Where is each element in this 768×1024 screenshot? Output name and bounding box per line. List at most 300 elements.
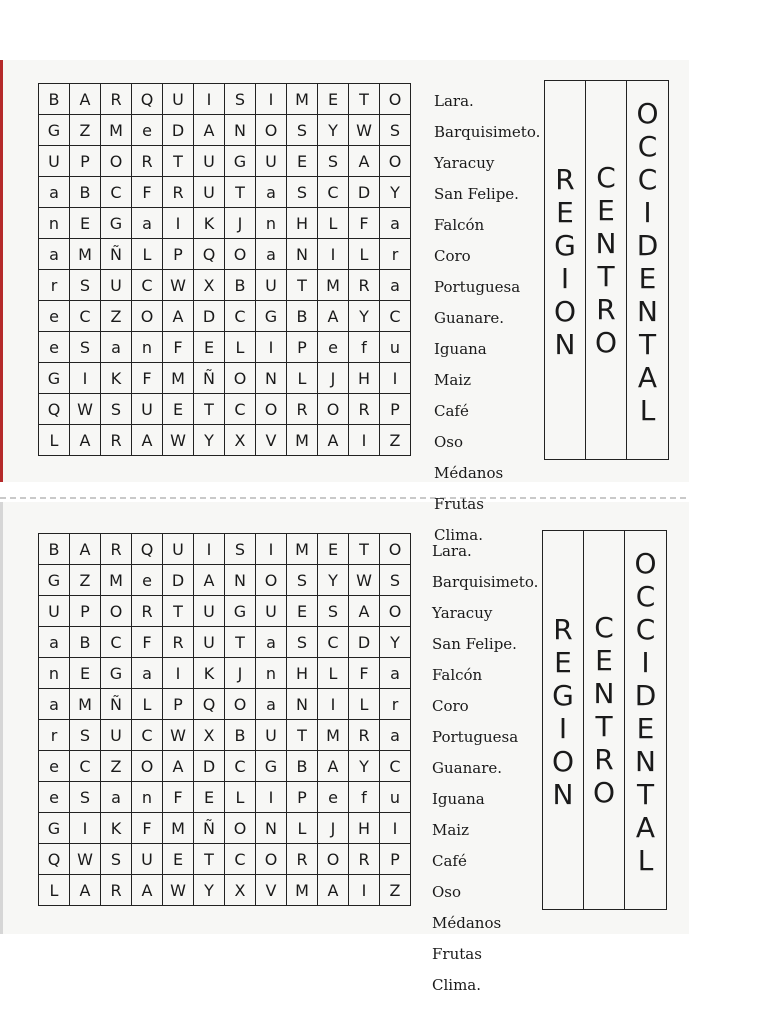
grid-cell: r [380, 689, 411, 720]
grid-cell: M [163, 363, 194, 394]
grid-cell: S [287, 177, 318, 208]
title-letter: O [551, 745, 575, 778]
grid-cell: S [380, 115, 411, 146]
grid-cell: U [194, 146, 225, 177]
title-letter: T [636, 778, 655, 811]
title-letter: E [597, 194, 615, 227]
word-list-item: Café [432, 852, 467, 870]
grid-cell: L [225, 332, 256, 363]
grid-cell: A [318, 301, 349, 332]
grid-cell: M [163, 813, 194, 844]
title-letter: G [552, 679, 574, 712]
grid-cell: U [256, 270, 287, 301]
grid-cell: C [318, 627, 349, 658]
grid-cell: M [101, 115, 132, 146]
grid-cell: O [380, 596, 411, 627]
grid-cell: S [70, 720, 101, 751]
grid-cell: n [39, 658, 70, 689]
grid-cell: W [349, 115, 380, 146]
grid-cell: T [349, 84, 380, 115]
grid-cell: S [380, 565, 411, 596]
grid-cell: U [39, 146, 70, 177]
grid-cell: N [256, 363, 287, 394]
grid-cell: F [349, 208, 380, 239]
grid-cell: D [349, 627, 380, 658]
grid-cell: F [132, 627, 163, 658]
grid-cell: R [101, 84, 132, 115]
word-list-item: Barquisimeto. [432, 573, 539, 591]
grid-cell: n [132, 332, 163, 363]
grid-cell: T [225, 177, 256, 208]
grid-cell: P [70, 596, 101, 627]
grid-cell: C [132, 720, 163, 751]
grid-cell: Q [194, 689, 225, 720]
title-letter: R [594, 743, 614, 776]
grid-cell: a [101, 782, 132, 813]
title-letter: O [592, 776, 616, 809]
grid-cell: K [194, 208, 225, 239]
grid-cell: P [163, 689, 194, 720]
grid-cell: E [70, 208, 101, 239]
grid-cell: P [287, 782, 318, 813]
grid-cell: S [225, 84, 256, 115]
grid-cell: a [380, 658, 411, 689]
grid-cell: S [318, 596, 349, 627]
title-letter: E [638, 262, 657, 295]
grid-cell: U [194, 596, 225, 627]
grid-cell: A [349, 596, 380, 627]
grid-cell: A [70, 84, 101, 115]
grid-cell: B [287, 301, 318, 332]
grid-cell: G [39, 565, 70, 596]
grid-cell: Ñ [194, 813, 225, 844]
grid-cell: R [101, 534, 132, 565]
word-list-item: Iguana [432, 790, 485, 808]
grid-cell: F [163, 332, 194, 363]
grid-cell: A [70, 425, 101, 456]
grid-cell: L [39, 425, 70, 456]
grid-cell: Y [349, 301, 380, 332]
title-letter: E [554, 646, 572, 679]
grid-cell: D [349, 177, 380, 208]
grid-cell: C [225, 394, 256, 425]
grid-cell: S [70, 332, 101, 363]
word-list-item: Frutas [434, 495, 484, 513]
grid-cell: B [225, 720, 256, 751]
grid-cell: r [39, 270, 70, 301]
grid-cell: O [225, 813, 256, 844]
title-letter: L [639, 394, 656, 427]
grid-cell: Y [349, 751, 380, 782]
grid-cell: L [39, 875, 70, 906]
grid-cell: M [287, 534, 318, 565]
grid-cell: F [132, 813, 163, 844]
grid-cell: I [256, 534, 287, 565]
grid-cell: E [287, 146, 318, 177]
word-list-item: Lara. [434, 92, 474, 110]
grid-cell: Y [318, 565, 349, 596]
grid-cell: a [256, 239, 287, 270]
word-list-item: Médanos [432, 914, 502, 932]
grid-cell: O [132, 751, 163, 782]
title-columns-bottom [542, 530, 667, 910]
grid-cell: Q [132, 534, 163, 565]
title-letter: N [595, 227, 617, 260]
title-letter: O [553, 295, 577, 328]
grid-cell: S [101, 394, 132, 425]
grid-cell: L [318, 208, 349, 239]
grid-cell: I [256, 782, 287, 813]
grid-cell: K [101, 363, 132, 394]
grid-cell: C [132, 270, 163, 301]
grid-cell: u [380, 332, 411, 363]
grid-cell: L [132, 239, 163, 270]
grid-cell: Z [380, 425, 411, 456]
grid-cell: U [163, 534, 194, 565]
grid-cell: R [349, 720, 380, 751]
grid-cell: e [39, 332, 70, 363]
grid-cell: F [132, 363, 163, 394]
grid-cell: C [101, 177, 132, 208]
grid-cell: I [194, 534, 225, 565]
grid-cell: C [380, 751, 411, 782]
grid-cell: C [101, 627, 132, 658]
title-letter: A [637, 361, 658, 394]
grid-cell: U [132, 844, 163, 875]
grid-cell: U [132, 394, 163, 425]
title-letter: T [595, 710, 613, 743]
grid-cell: R [101, 425, 132, 456]
grid-cell: a [380, 208, 411, 239]
grid-cell: a [380, 720, 411, 751]
grid-cell: X [225, 425, 256, 456]
grid-cell: V [256, 425, 287, 456]
grid-cell: I [318, 689, 349, 720]
grid-cell: P [163, 239, 194, 270]
title-letter: N [552, 778, 574, 811]
grid-cell: L [349, 239, 380, 270]
title-letter: O [636, 97, 659, 130]
word-list-top [434, 86, 540, 551]
grid-cell: U [256, 596, 287, 627]
word-list-item: Café [434, 402, 469, 420]
grid-cell: M [287, 875, 318, 906]
word-list-item: Falcón [432, 666, 483, 684]
grid-cell: a [39, 177, 70, 208]
grid-cell: T [287, 270, 318, 301]
grid-cell: R [349, 844, 380, 875]
grid-cell: S [101, 844, 132, 875]
word-list-item: Iguana [434, 340, 487, 358]
title-column-2 [586, 81, 627, 459]
grid-cell: X [194, 270, 225, 301]
grid-cell: D [163, 565, 194, 596]
grid-cell: N [287, 689, 318, 720]
grid-cell: I [380, 363, 411, 394]
grid-cell: T [287, 720, 318, 751]
word-list-item: Maiz [432, 821, 470, 839]
grid-cell: e [318, 782, 349, 813]
grid-cell: I [349, 425, 380, 456]
grid-cell: M [318, 270, 349, 301]
grid-cell: T [163, 596, 194, 627]
grid-cell: C [225, 751, 256, 782]
grid-cell: B [287, 751, 318, 782]
word-list-item: Yaracuy [432, 604, 493, 622]
title-letter: C [637, 163, 658, 196]
title-letter: E [636, 712, 655, 745]
grid-cell: S [70, 782, 101, 813]
grid-cell: X [225, 875, 256, 906]
grid-cell: r [39, 720, 70, 751]
grid-cell: S [287, 627, 318, 658]
grid-cell: Y [318, 115, 349, 146]
grid-cell: A [194, 115, 225, 146]
grid-cell: Ñ [101, 689, 132, 720]
word-list-item: Guanare. [434, 309, 505, 327]
grid-cell: e [132, 565, 163, 596]
grid-cell: R [163, 177, 194, 208]
grid-cell: W [163, 720, 194, 751]
grid-cell: O [101, 596, 132, 627]
title-letter: C [594, 611, 614, 644]
grid-cell: F [132, 177, 163, 208]
grid-cell: T [349, 534, 380, 565]
grid-cell: I [349, 875, 380, 906]
word-list-item: Clima. [432, 976, 482, 994]
title-letter: D [636, 229, 659, 262]
grid-cell: M [318, 720, 349, 751]
grid-cell: L [318, 658, 349, 689]
grid-cell: U [194, 177, 225, 208]
grid-cell: C [380, 301, 411, 332]
title-letter: L [637, 844, 654, 877]
grid-cell: O [225, 689, 256, 720]
grid-cell: S [70, 270, 101, 301]
grid-cell: O [318, 394, 349, 425]
grid-cell: O [256, 394, 287, 425]
title-letter: T [638, 328, 657, 361]
grid-cell: J [225, 208, 256, 239]
grid-cell: I [70, 813, 101, 844]
title-letter: C [635, 613, 656, 646]
grid-cell: A [70, 875, 101, 906]
word-list-item: Médanos [434, 464, 504, 482]
title-column-1 [545, 81, 586, 459]
grid-cell: e [39, 782, 70, 813]
grid-cell: E [70, 658, 101, 689]
grid-cell: S [318, 146, 349, 177]
grid-cell: B [39, 534, 70, 565]
grid-cell: J [318, 363, 349, 394]
grid-cell: I [194, 84, 225, 115]
grid-cell: a [101, 332, 132, 363]
grid-cell: G [225, 146, 256, 177]
grid-cell: V [256, 875, 287, 906]
grid-cell: U [101, 270, 132, 301]
grid-cell: W [163, 875, 194, 906]
grid-cell: G [39, 363, 70, 394]
grid-cell: P [380, 394, 411, 425]
grid-cell: n [39, 208, 70, 239]
grid-cell: Z [70, 115, 101, 146]
grid-cell: R [349, 270, 380, 301]
grid-cell: E [287, 596, 318, 627]
grid-cell: I [70, 363, 101, 394]
grid-cell: A [163, 301, 194, 332]
grid-cell: a [256, 689, 287, 720]
title-letter: R [553, 613, 573, 646]
grid-cell: E [163, 394, 194, 425]
grid-cell: S [287, 115, 318, 146]
grid-cell: n [256, 658, 287, 689]
grid-cell: F [163, 782, 194, 813]
grid-cell: G [101, 658, 132, 689]
word-list-item: Frutas [432, 945, 482, 963]
grid-cell: L [287, 813, 318, 844]
grid-cell: Y [380, 627, 411, 658]
title-letter: N [593, 677, 615, 710]
word-list-item: Oso [434, 433, 464, 451]
grid-cell: n [256, 208, 287, 239]
title-letter: E [556, 196, 574, 229]
grid-cell: a [39, 689, 70, 720]
grid-cell: D [194, 301, 225, 332]
word-list-item: Maiz [434, 371, 472, 389]
grid-cell: E [318, 534, 349, 565]
grid-cell: u [380, 782, 411, 813]
word-list-item: San Felipe. [432, 635, 517, 653]
grid-cell: W [70, 394, 101, 425]
grid-cell: D [194, 751, 225, 782]
grid-cell: e [39, 301, 70, 332]
word-list-item: Falcón [434, 216, 485, 234]
word-search-grid-top [38, 83, 411, 456]
grid-cell: P [287, 332, 318, 363]
grid-cell: U [256, 146, 287, 177]
grid-cell: A [194, 565, 225, 596]
word-list-item: Lara. [432, 542, 472, 560]
title-column-3 [625, 531, 666, 909]
grid-cell: G [256, 751, 287, 782]
grid-cell: Q [194, 239, 225, 270]
grid-cell: O [380, 534, 411, 565]
grid-cell: Z [101, 751, 132, 782]
grid-cell: I [380, 813, 411, 844]
grid-cell: T [163, 146, 194, 177]
grid-cell: n [132, 782, 163, 813]
grid-cell: O [225, 239, 256, 270]
grid-cell: N [225, 565, 256, 596]
word-list-bottom [432, 536, 538, 1001]
word-list-item: San Felipe. [434, 185, 519, 203]
grid-cell: a [256, 177, 287, 208]
grid-cell: Z [70, 565, 101, 596]
grid-cell: T [225, 627, 256, 658]
grid-cell: Z [380, 875, 411, 906]
grid-cell: R [132, 596, 163, 627]
word-list-item: Portuguesa [434, 278, 521, 296]
grid-cell: r [380, 239, 411, 270]
grid-cell: S [287, 565, 318, 596]
word-list-item: Barquisimeto. [434, 123, 541, 141]
word-list-item: Portuguesa [432, 728, 519, 746]
grid-cell: Y [380, 177, 411, 208]
grid-cell: O [256, 565, 287, 596]
title-letter: N [635, 745, 656, 778]
grid-cell: M [287, 425, 318, 456]
grid-cell: E [194, 782, 225, 813]
grid-cell: I [256, 332, 287, 363]
grid-cell: f [349, 782, 380, 813]
title-columns-top [544, 80, 669, 460]
grid-cell: A [349, 146, 380, 177]
grid-cell: A [318, 751, 349, 782]
grid-cell: T [194, 844, 225, 875]
title-letter: E [595, 644, 613, 677]
grid-cell: e [132, 115, 163, 146]
grid-cell: U [39, 596, 70, 627]
grid-cell: O [256, 115, 287, 146]
grid-cell: W [349, 565, 380, 596]
grid-cell: Z [101, 301, 132, 332]
grid-cell: U [256, 720, 287, 751]
title-letter: G [554, 229, 576, 262]
grid-cell: L [349, 689, 380, 720]
grid-cell: E [194, 332, 225, 363]
grid-cell: R [287, 394, 318, 425]
word-list-item: Coro [432, 697, 469, 715]
title-letter: I [558, 712, 568, 745]
grid-cell: L [287, 363, 318, 394]
grid-cell: U [101, 720, 132, 751]
grid-cell: Ñ [194, 363, 225, 394]
grid-cell: S [225, 534, 256, 565]
grid-cell: L [225, 782, 256, 813]
grid-cell: U [194, 627, 225, 658]
grid-cell: C [70, 301, 101, 332]
title-letter: I [641, 646, 650, 679]
title-letter: N [554, 328, 576, 361]
title-letter: R [555, 163, 575, 196]
grid-cell: W [70, 844, 101, 875]
grid-cell: A [318, 425, 349, 456]
grid-cell: a [39, 627, 70, 658]
grid-cell: Q [132, 84, 163, 115]
grid-cell: R [349, 394, 380, 425]
grid-cell: R [163, 627, 194, 658]
grid-cell: I [163, 658, 194, 689]
grid-cell: O [380, 84, 411, 115]
grid-cell: O [256, 844, 287, 875]
grid-cell: O [380, 146, 411, 177]
grid-cell: G [101, 208, 132, 239]
title-letter: A [635, 811, 656, 844]
grid-cell: M [101, 565, 132, 596]
grid-cell: P [70, 146, 101, 177]
grid-cell: C [225, 301, 256, 332]
grid-cell: f [349, 332, 380, 363]
grid-cell: R [101, 875, 132, 906]
grid-cell: T [194, 394, 225, 425]
grid-cell: A [70, 534, 101, 565]
grid-cell: I [318, 239, 349, 270]
grid-cell: L [132, 689, 163, 720]
grid-cell: N [256, 813, 287, 844]
title-letter: R [596, 293, 616, 326]
grid-cell: a [132, 208, 163, 239]
grid-cell: G [39, 115, 70, 146]
